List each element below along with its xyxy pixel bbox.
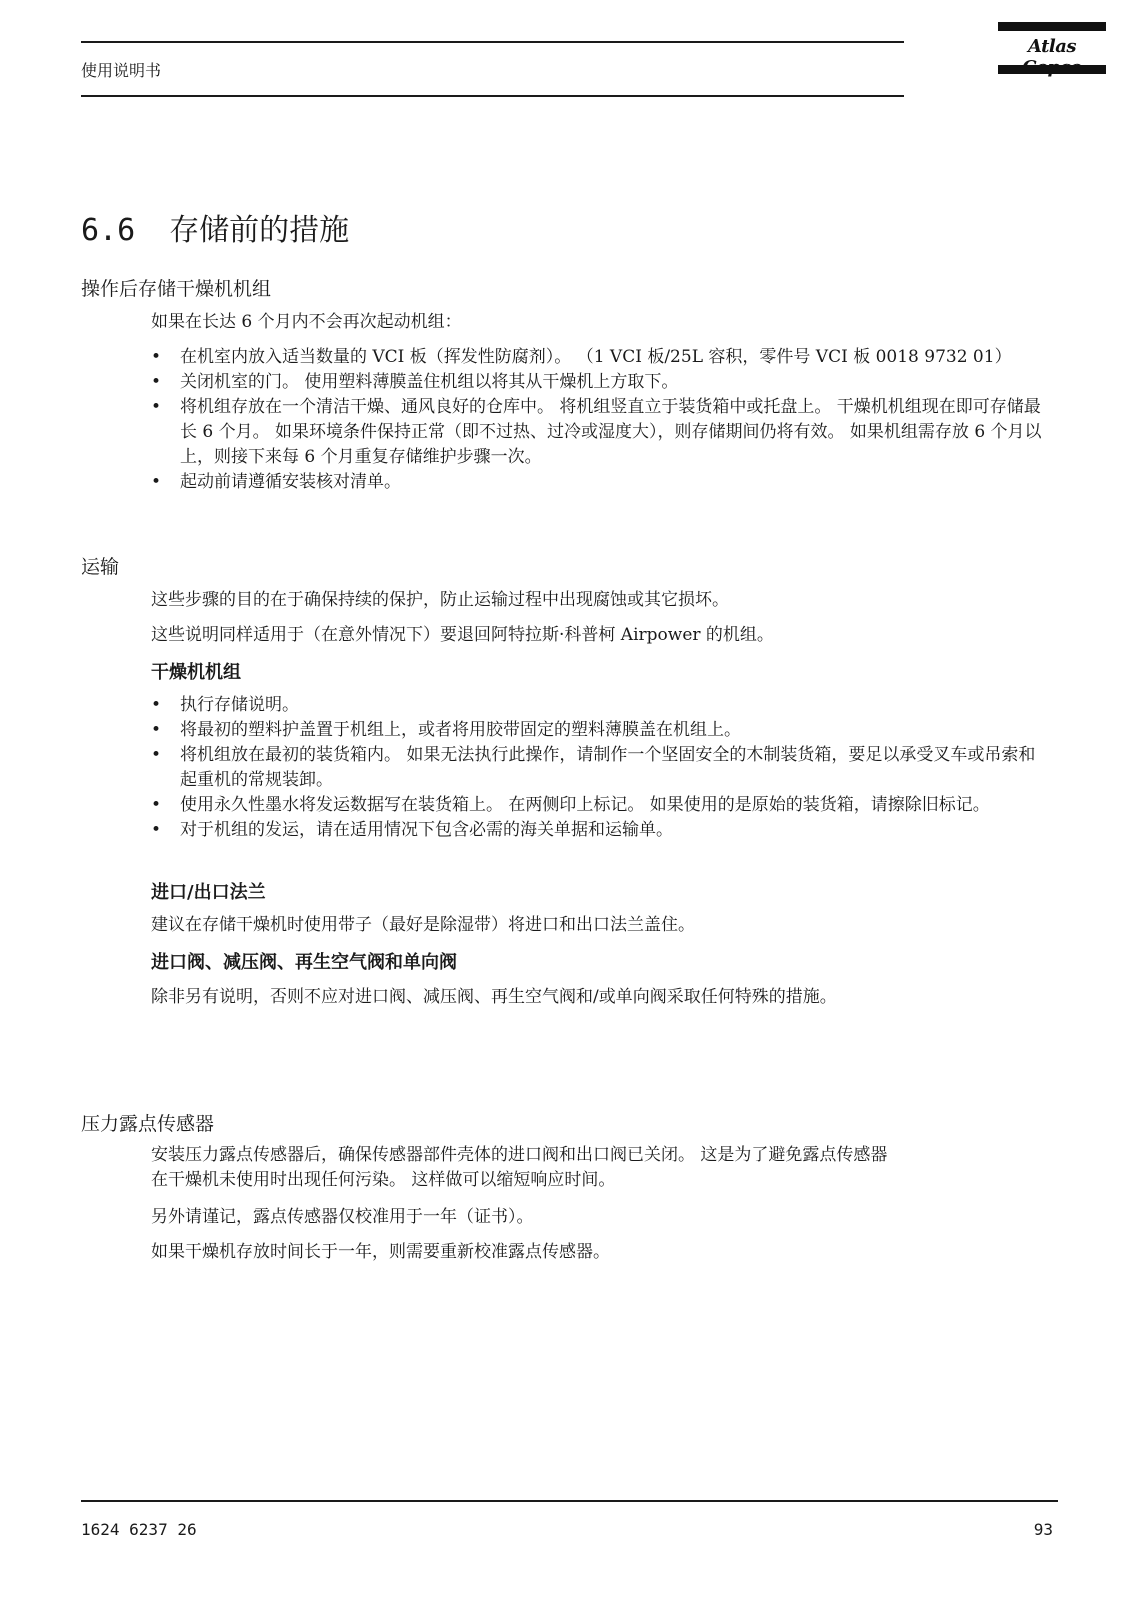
sensor-para-3: 如果干燥机存放时间长于一年，则需要重新校准露点传感器。 — [151, 1242, 610, 1262]
dryer-unit-heading: 干燥机机组 — [151, 662, 241, 683]
footer-doc-number: 1624 6237 26 — [81, 1520, 197, 1539]
valves-heading: 进口阀、减压阀、再生空气阀和单向阀 — [151, 952, 457, 973]
section-title — [81, 205, 349, 249]
flange-heading: 进口/出口法兰 — [151, 882, 266, 903]
logo-wordmark: Atlas — [1027, 36, 1077, 57]
storage-heading: 操作后存储干燥机机组 — [81, 278, 272, 300]
list-item: • 对于机组的发运，请在适用情况下包含必需的海关单据和运输单。 — [151, 818, 1051, 843]
sensor-heading: 压力露点传感器 — [81, 1113, 215, 1135]
header-doc-type: 使用说明书 — [81, 61, 162, 80]
atlas-copco-logo — [998, 22, 1106, 76]
logo-bottom-bar — [998, 65, 1106, 74]
sensor-para-2: 另外请谨记，露点传感器仅校准用于一年（证书）。 — [151, 1207, 534, 1227]
storage-intro: 如果在长达 6 个月内不会再次起动机组： — [151, 312, 462, 332]
section-title-text: 存储前的措施 — [169, 213, 350, 248]
flange-text: 建议在存储干燥机时使用带子（最好是除湿带）将进口和出口法兰盖住。 — [151, 915, 695, 935]
storage-bullet-list — [151, 345, 1051, 495]
transport-para-1: 这些步骤的目的在于确保持续的保护，防止运输过程中出现腐蚀或其它损坏。 — [151, 590, 729, 610]
list-item: • 起动前请遵循安装核对清单。 — [151, 470, 1051, 495]
list-item: • 使用永久性墨水将发运数据写在装货箱上。 在两侧印上标记。 如果使用的是原始的装货箱，请擦除旧标记。 — [151, 793, 1051, 818]
section-number: 6.6 — [81, 213, 136, 248]
logo-top-bar — [998, 22, 1106, 31]
list-item: • 执行存储说明。 — [151, 693, 1051, 718]
dryer-bullet-list — [151, 693, 1051, 843]
transport-para-2: 这些说明同样适用于（在意外情况下）要退回阿特拉斯·科普柯 Airpower 的机组。 — [151, 625, 774, 645]
header-top-rule — [81, 41, 904, 43]
list-item: • 关闭机室的门。 使用塑料薄膜盖住机组以将其从干燥机上方取下。 — [151, 370, 1051, 395]
footer-page-number: 93 — [1033, 1520, 1053, 1539]
valves-text: 除非另有说明，否则不应对进口阀、减压阀、再生空气阀和/或单向阀采取任何特殊的措施。 — [151, 987, 837, 1007]
list-item: • 在机室内放入适当数量的 VCI 板（挥发性防腐剂）。 （1 VCI 板/25L 容积，零件号 VCI 板 0018 9732 01） — [151, 345, 1051, 370]
list-item: • 将机组存放在一个清洁干燥、通风良好的仓库中。 将机组竖直立于装货箱中或托盘上。 干燥机机组现在即可存储最长 6 个月。 如果环境条件保持正常（即不过热、过冷或湿度大），则存储期间仍将有效。 如果机组需存放 6 个月以上，则接下来每 6 个月重复存储维护步骤一次。 — [151, 395, 1051, 470]
sensor-para-1-line-1: 安装压力露点传感器后，确保传感器部件壳体的进口阀和出口阀已关闭。 这是为了避免露点传感器 — [151, 1145, 888, 1165]
transport-heading: 运输 — [81, 556, 120, 578]
footer-rule — [81, 1500, 1058, 1502]
list-item: • 将机组放在最初的装货箱内。 如果无法执行此操作，请制作一个坚固安全的木制装货箱，要足以承受叉车或吊索和起重机的常规装卸。 — [151, 743, 1051, 793]
sensor-para-1-line-2: 在干燥机未使用时出现任何污染。 这样做可以缩短响应时间。 — [151, 1170, 616, 1190]
header-bottom-rule — [81, 95, 904, 97]
list-item: • 将最初的塑料护盖置于机组上，或者将用胶带固定的塑料薄膜盖在机组上。 — [151, 718, 1051, 743]
